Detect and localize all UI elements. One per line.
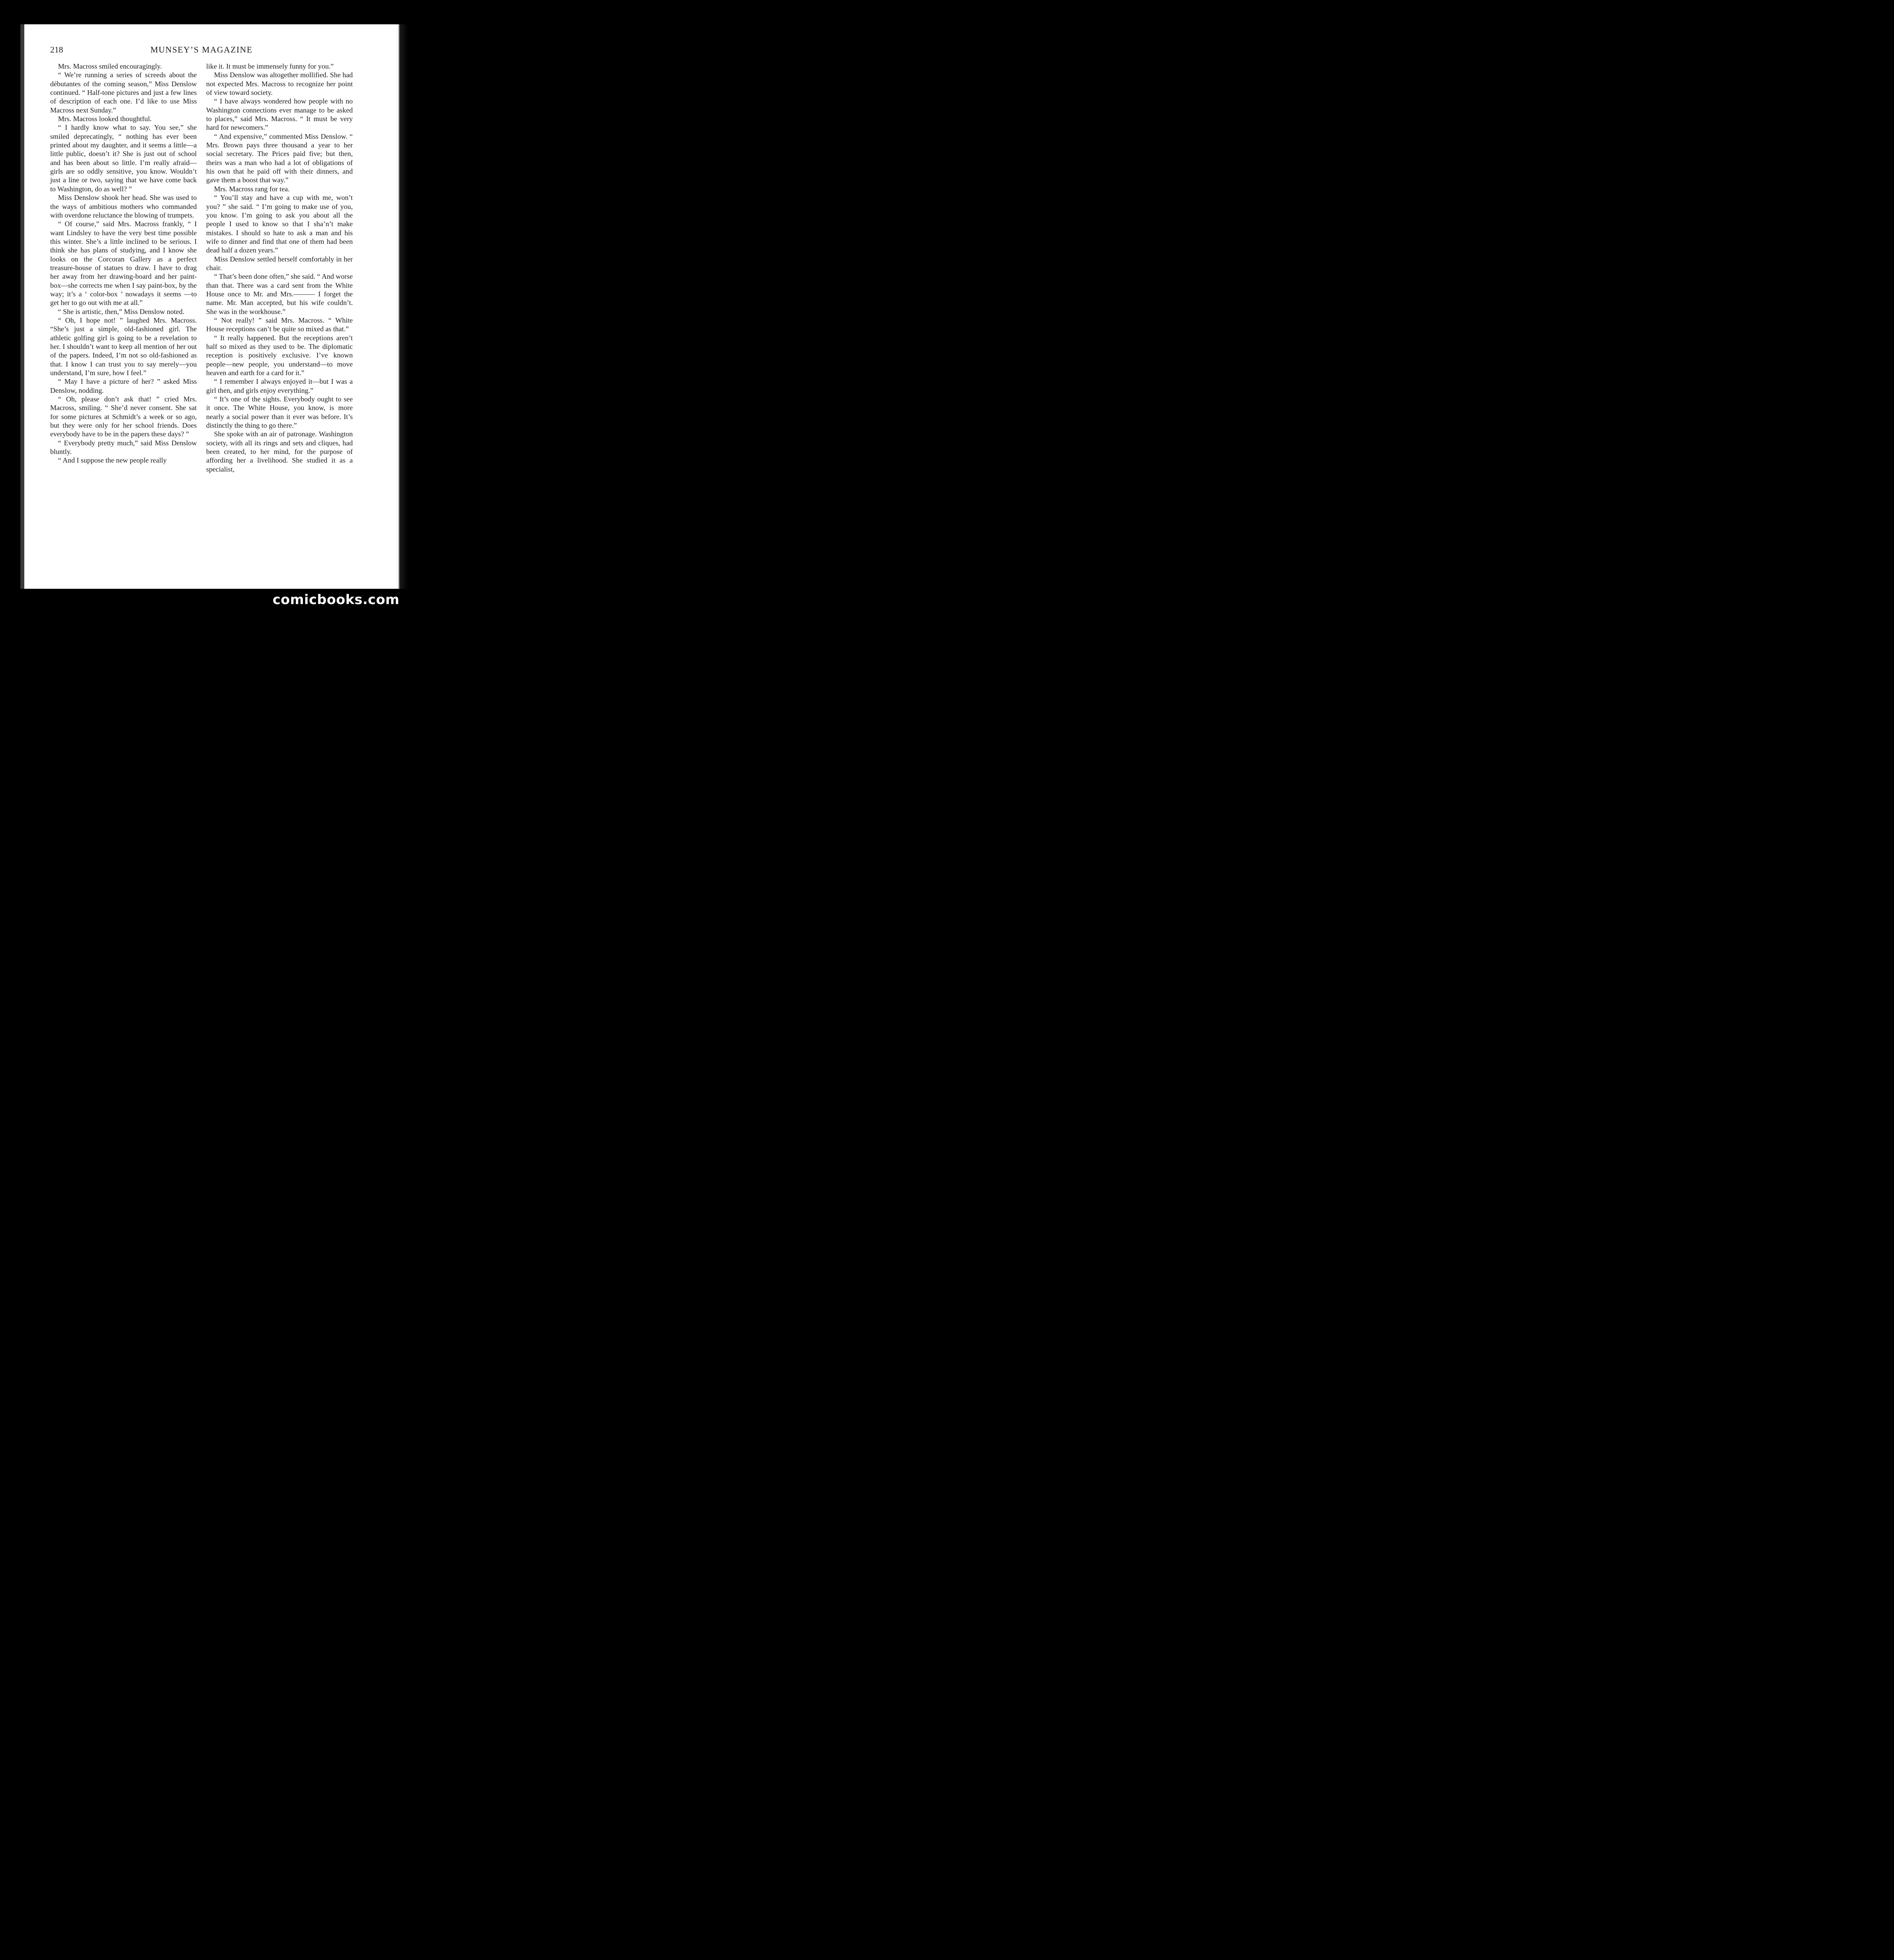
- paragraph: “ I remember I always enjoyed it—but I was a girl then, and girls enjoy everything.”: [206, 377, 353, 394]
- paragraph-continuation: like it. It must be immensely funny for you.”: [206, 62, 334, 70]
- paragraph: “ It’s one of the sights. Everybody ought to see it once. The White House, you know, is more nearly a social power than it ever was before. It’s distinctly the thing to go there.”: [206, 395, 353, 430]
- right-column: [206, 62, 353, 474]
- paragraph: “ We’re running a series of screeds about the débutantes of the coming season,” Miss Denslow continued. “ Half-tone pictures and just a few lines of description of each one. I’d like to use Miss Macross next Sunday.”: [50, 71, 197, 114]
- paragraph: Mrs. Macross smiled encouragingly.: [58, 62, 162, 70]
- page-edge-shadow: [396, 24, 408, 589]
- page-number: 218: [50, 45, 63, 54]
- paragraph: “ You’ll stay and have a cup with me, won’t you? ” she said. “ I’m going to make use of you, you know. I’m going to ask you about all the people I used to know so that I sha’n’t make mistakes. I should so hate to ask a man and his wife to dinner and find that one of them had been dead half a dozen years.”: [206, 194, 353, 254]
- watermark-text: comicbooks.com: [272, 592, 399, 608]
- paragraph: “ Oh, I hope not! ” laughed Mrs. Macross. “She’s just a simple, old-fashioned girl. The athletic golfing girl is going to be a revelation to her. I shouldn’t want to keep all mention of her out of the papers. Indeed, I’m not so old-fashioned as that. I know I can trust you to say merely—you understand, I’m sure, how I feel.”: [50, 316, 197, 377]
- paragraph: “ I have always wondered how people with no Washington connections ever manage to be asked to places,” said Mrs. Macross. “ It must be very hard for newcomers.”: [206, 97, 353, 132]
- paragraph: Miss Denslow settled herself comfortably in her chair.: [206, 255, 353, 272]
- magazine-title: MUNSEY’S MAGAZINE: [150, 45, 253, 54]
- running-head: [50, 45, 353, 56]
- paragraph: “ She is artistic, then,” Miss Denslow noted.: [58, 307, 185, 316]
- paragraph: “ May I have a picture of her? ” asked Miss Denslow, nodding.: [50, 377, 197, 394]
- paragraph: Miss Denslow shook her head. She was used to the ways of ambitious mothers who commanded with overdone reluctance the blowing of trumpets.: [50, 194, 197, 219]
- left-column: [50, 62, 197, 465]
- paragraph: “ It really happened. But the receptions aren’t half so mixed as they used to be. The diplomatic reception is positively exclusive. I’ve known people—new people, you understand—to move heaven and earth for a card for it.”: [206, 334, 353, 377]
- paragraph: Mrs. Macross looked thoughtful.: [58, 115, 152, 123]
- paragraph: Mrs. Macross rang for tea.: [214, 185, 290, 193]
- paragraph: “ And I suppose the new people really: [58, 456, 167, 465]
- paragraph: “ Oh, please don’t ask that! ” cried Mrs. Macross, smiling. “ She’d never consent. She sat for some pictures at Schmidt’s a week or so ago, but they were only for her school friends. Does everybody have to be in the papers these days? ”: [50, 395, 197, 438]
- paragraph: “ Everybody pretty much,” said Miss Denslow bluntly.: [50, 439, 197, 456]
- paragraph: “ Not really! ” said Mrs. Macross. “ White House receptions can’t be quite so mixed as that.”: [206, 316, 353, 333]
- paragraph: “ And expensive,” commented Miss Denslow. “ Mrs. Brown pays three thousand a year to her social secretary. The Prices paid five; but then, theirs was a man who had a lot of obligations of his own that he paid off with their dinners, and gave them a boost that way.”: [206, 132, 353, 184]
- paragraph: Miss Denslow was altogether mollified. She had not expected Mrs. Macross to recognize her point of view toward society.: [206, 71, 353, 97]
- paragraph: “ Of course,” said Mrs. Macross frankly, “ I want Lindsley to have the very best time possible this winter. She’s a little inclined to be serious. I think she has plans of studying, and I know she looks on the Corcoran Gallery as a perfect treasure-house of statues to draw. I have to drag her away from her drawing-board and her paint-box—she corrects me when I say paint-box, by the way; it’s a ‘ color-box ’ nowadays it seems —to get her to go out with me at all.”: [50, 220, 197, 307]
- paragraph: She spoke with an air of patronage. Washington society, with all its rings and sets and cliques, had been created, to her mind, for the purpose of affording her a livelihood. She studied it as a specialist,: [206, 430, 353, 473]
- paragraph: “ I hardly know what to say. You see,” she smiled deprecatingly, “ nothing has ever been printed about my daughter, and it seems a little—a little public, doesn’t it? She is just out of school and has been about so little. I’m really afraid—girls are so oddly sensitive, you know. Wouldn’t just a line or two, saying that we have come back to Washington, do as well? ”: [50, 123, 197, 193]
- paragraph: “ That’s been done often,” she said. “ And worse than that. There was a card sent from the White House once to Mr. and Mrs.——— I forget the name. Mr. Man accepted, but his wife couldn’t. She was in the workhouse.”: [206, 272, 353, 316]
